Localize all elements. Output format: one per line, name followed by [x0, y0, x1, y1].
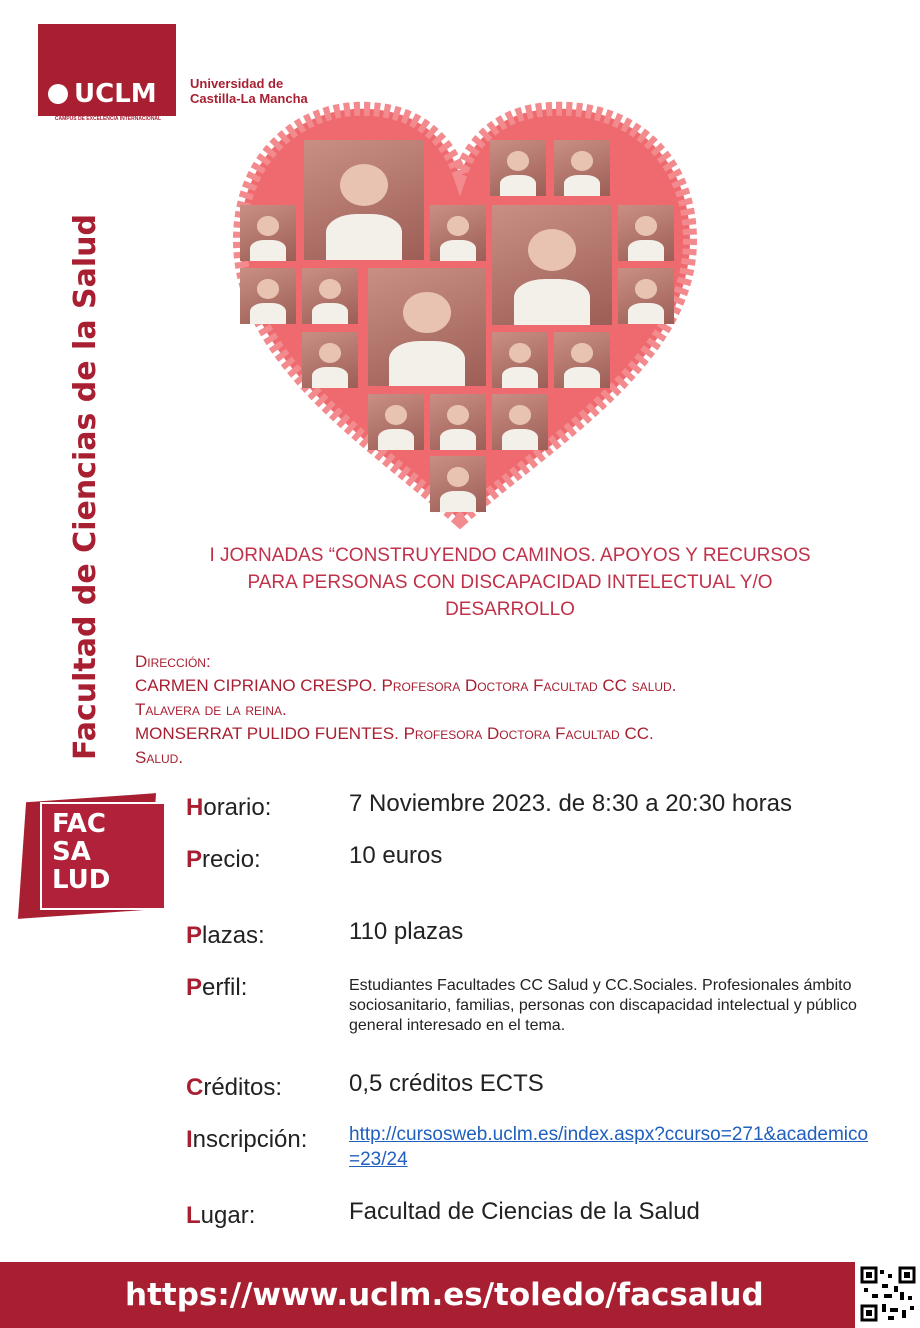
uclm-logo — [38, 24, 176, 116]
photo — [240, 268, 296, 324]
director-1 — [135, 674, 875, 698]
creditos-label: Créditos: — [186, 1074, 283, 1101]
event-title-line2: PARA PERSONAS CON DISCAPACIDAD INTELECTUAL Y/O — [247, 572, 773, 593]
director-2-name: MONSERRAT PULIDO FUENTES. — [135, 724, 399, 743]
director-2-role: Profesora Doctora Facultad CC. — [403, 724, 654, 743]
uclm-emblem-icon — [48, 84, 68, 104]
qr-code-icon — [860, 1266, 916, 1322]
direction-heading: Dirección: — [135, 652, 211, 671]
facsalud-line2: SA — [52, 837, 91, 867]
faculty-vertical-title: Facultad de Ciencias de la Salud — [68, 214, 103, 760]
footer-url[interactable]: https://www.uclm.es/toledo/facsalud — [125, 1277, 764, 1313]
photo — [302, 268, 358, 324]
photo — [490, 140, 546, 196]
photo — [554, 332, 610, 388]
university-name-line1: Universidad de — [190, 76, 284, 91]
photo — [368, 268, 486, 386]
event-title-line1: I JORNADAS “CONSTRUYENDO CAMINOS. APOYOS Y RECURSOS — [209, 545, 811, 566]
director-1-place: Talavera de la reina. — [135, 700, 287, 719]
precio-value: 10 euros — [349, 842, 443, 869]
logo-subtext: CAMPUS DE EXCELENCIA INTERNACIONAL — [54, 116, 162, 122]
creditos-value: 0,5 créditos ECTS — [349, 1070, 544, 1097]
heart-photo-collage — [220, 80, 700, 530]
perfil-label: Perfil: — [186, 974, 248, 1001]
photo — [368, 394, 424, 450]
perfil-value: Estudiantes Facultades CC Salud y CC.Sociales. Profesionales ámbito sociosanitario, familias, personas con discapacidad intelectual y público general interesado en el tema. — [349, 977, 857, 1034]
horario-value: 7 Noviembre 2023. de 8:30 a 20:30 horas — [349, 790, 792, 817]
facsalud-logo — [22, 788, 162, 924]
inscripcion-label: Inscripción: — [186, 1126, 308, 1153]
lugar-value: Facultad de Ciencias de la Salud — [349, 1198, 700, 1225]
photo — [304, 140, 424, 260]
footer-bar — [0, 1262, 855, 1328]
university-name-line2: Castilla-La Mancha — [190, 91, 308, 106]
photo — [618, 205, 674, 261]
plazas-label: Plazas: — [186, 922, 265, 949]
photo — [302, 332, 358, 388]
photo — [430, 456, 486, 512]
inscripcion-link[interactable]: http://cursosweb.uclm.es/index.aspx?ccurso=271&academico=23/24 — [349, 1124, 869, 1170]
uclm-logo-text: UCLM — [74, 79, 157, 109]
event-title — [150, 542, 870, 623]
facsalud-line3: LUD — [52, 865, 111, 895]
event-title-line3: DESARROLLO — [445, 599, 575, 620]
photo — [240, 205, 296, 261]
precio-label: Precio: — [186, 846, 261, 873]
photo — [492, 332, 548, 388]
photo — [618, 268, 674, 324]
direction-section — [135, 650, 875, 770]
director-1-name: CARMEN CIPRIANO CRESPO. — [135, 676, 377, 695]
director-2 — [135, 722, 875, 746]
horario-label: Horario: — [186, 794, 272, 821]
photo — [430, 205, 486, 261]
lugar-label: Lugar: — [186, 1202, 256, 1229]
director-2-place: Salud. — [135, 748, 184, 767]
photo — [430, 394, 486, 450]
facsalud-line1: FAC — [52, 809, 106, 839]
photo — [492, 394, 548, 450]
photo — [492, 205, 612, 325]
director-1-role: Profesora Doctora Facultad CC salud. — [381, 676, 677, 695]
photo — [554, 140, 610, 196]
plazas-value: 110 plazas — [349, 918, 464, 945]
facsalud-logo-text — [52, 810, 110, 894]
